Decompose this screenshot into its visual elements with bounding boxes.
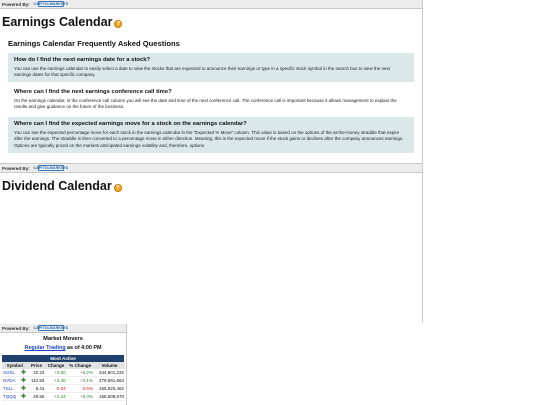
plus-icon-cell [20, 377, 28, 385]
change-cell: +2.44 [45, 393, 66, 401]
plus-icon[interactable]: ✚ [21, 394, 27, 400]
plus-icon[interactable]: ✚ [21, 386, 27, 392]
volume-cell: 165,520,462 [94, 385, 125, 393]
faq-answer: On the earnings calendar, in the conference call column you will see the date and time of the next conference call. The conference call is important because it allows management to explain the results and give guidance on the future of the business. [14, 98, 397, 110]
column-header: Volume [94, 362, 125, 369]
plus-icon-cell [20, 369, 28, 377]
faq-item [8, 85, 414, 114]
earnings-calendar-widget [0, 0, 423, 162]
pct-change-cell: +6.2% [67, 369, 94, 377]
column-header: Change [45, 362, 66, 369]
faq-answer: You can use the earnings calendar to easily select a date to view the stocks that are expected to announce their earnings or type in a specific stock symbol in the search box to view the next earnings dates for that specific company. [14, 66, 391, 78]
plus-icon[interactable]: ✚ [21, 378, 27, 384]
faq-question[interactable]: Where can I find the next earnings conference call time? [14, 89, 172, 96]
pct-change-cell: +3.1% [67, 377, 94, 385]
change-cell: -0.04 [45, 385, 66, 393]
faq-heading: Earnings Calendar Frequently Asked Questions [8, 39, 180, 48]
brand-logo-text: CAPITOLMARKETS [33, 166, 69, 170]
plus-icon-cell [20, 385, 28, 393]
symbol-cell[interactable]: TSLL [2, 385, 20, 393]
change-cell: +3.36 [45, 377, 66, 385]
powered-by-bar [0, 0, 422, 9]
powered-by-bar [0, 164, 422, 173]
brand-logo[interactable] [33, 165, 69, 171]
info-icon[interactable]: ? [114, 20, 122, 28]
movers-title: Market Movers [43, 336, 83, 342]
faq-item [8, 53, 414, 82]
powered-by-bar [0, 324, 126, 333]
movers-table [2, 362, 125, 401]
movers-session-row [0, 345, 126, 351]
page-title: Earnings Calendar [2, 15, 113, 29]
table-header-row [2, 362, 125, 369]
price-cell: 110.93 [28, 377, 46, 385]
brand-logo[interactable] [33, 325, 69, 331]
price-cell: 10.23 [28, 369, 46, 377]
market-movers-widget [0, 324, 127, 405]
section-title: Dividend Calendar [2, 179, 112, 193]
powered-by-label: Powered By: [2, 1, 30, 7]
faq-answer: You can see the expected percentage move for each stock in the earnings calendar in the "Expected % Move" column. This value is based on the options of the at-the-money straddle that expire after the earnings. The straddle is then converted to a percentage move in either direction. Meaning, this is the expected move if the stock gains or declines after the company announces earnings. Options are typically priced on the markets anticipated earnings volatility and, therefore, options [14, 130, 404, 148]
pct-change-cell: +5.3% [67, 393, 94, 401]
powered-by-label: Powered By: [2, 165, 30, 171]
dividend-title-row [2, 179, 422, 193]
brand-logo[interactable] [33, 1, 69, 7]
pct-change-cell: -0.5% [67, 385, 94, 393]
price-cell: 8.41 [28, 385, 46, 393]
volume-cell: 279,691,663 [94, 377, 125, 385]
table-row[interactable] [2, 393, 125, 401]
column-header: Price [28, 362, 46, 369]
dividend-calendar-widget [0, 163, 423, 323]
plus-icon[interactable]: ✚ [21, 370, 27, 376]
session-time: as of 4:00 PM [65, 345, 102, 351]
symbol-cell[interactable]: NVDA [2, 377, 20, 385]
brand-logo-text: CAPITOLMARKETS [33, 326, 69, 330]
info-icon[interactable]: ? [114, 184, 122, 192]
movers-table-body [2, 369, 125, 401]
table-row[interactable] [2, 369, 125, 377]
regular-trading-link[interactable]: Regular Trading [24, 345, 66, 351]
most-active-header: Most Active [2, 355, 124, 362]
column-header: % Change [67, 362, 94, 369]
faq-question[interactable]: How do I find the next earnings date for a stock? [14, 57, 151, 63]
symbol-cell[interactable]: SOXL [2, 369, 20, 377]
faq-question[interactable]: Where can I find the expected earnings move for a stock on the earnings calendar? [14, 121, 247, 128]
earnings-title-row [2, 15, 422, 29]
plus-icon-cell [20, 393, 28, 401]
brand-logo-text: CAPITOLMARKETS [33, 2, 69, 6]
column-header: Symbol [2, 362, 28, 369]
volume-cell: 344,801,232 [94, 369, 125, 377]
faq-item [8, 117, 414, 152]
powered-by-label: Powered By: [2, 325, 30, 331]
symbol-cell[interactable]: TQQQ [2, 393, 20, 401]
table-row[interactable] [2, 385, 125, 393]
volume-cell: 158,509,670 [94, 393, 125, 401]
change-cell: +0.60 [45, 369, 66, 377]
table-row[interactable] [2, 377, 125, 385]
price-cell: 48.56 [28, 393, 46, 401]
